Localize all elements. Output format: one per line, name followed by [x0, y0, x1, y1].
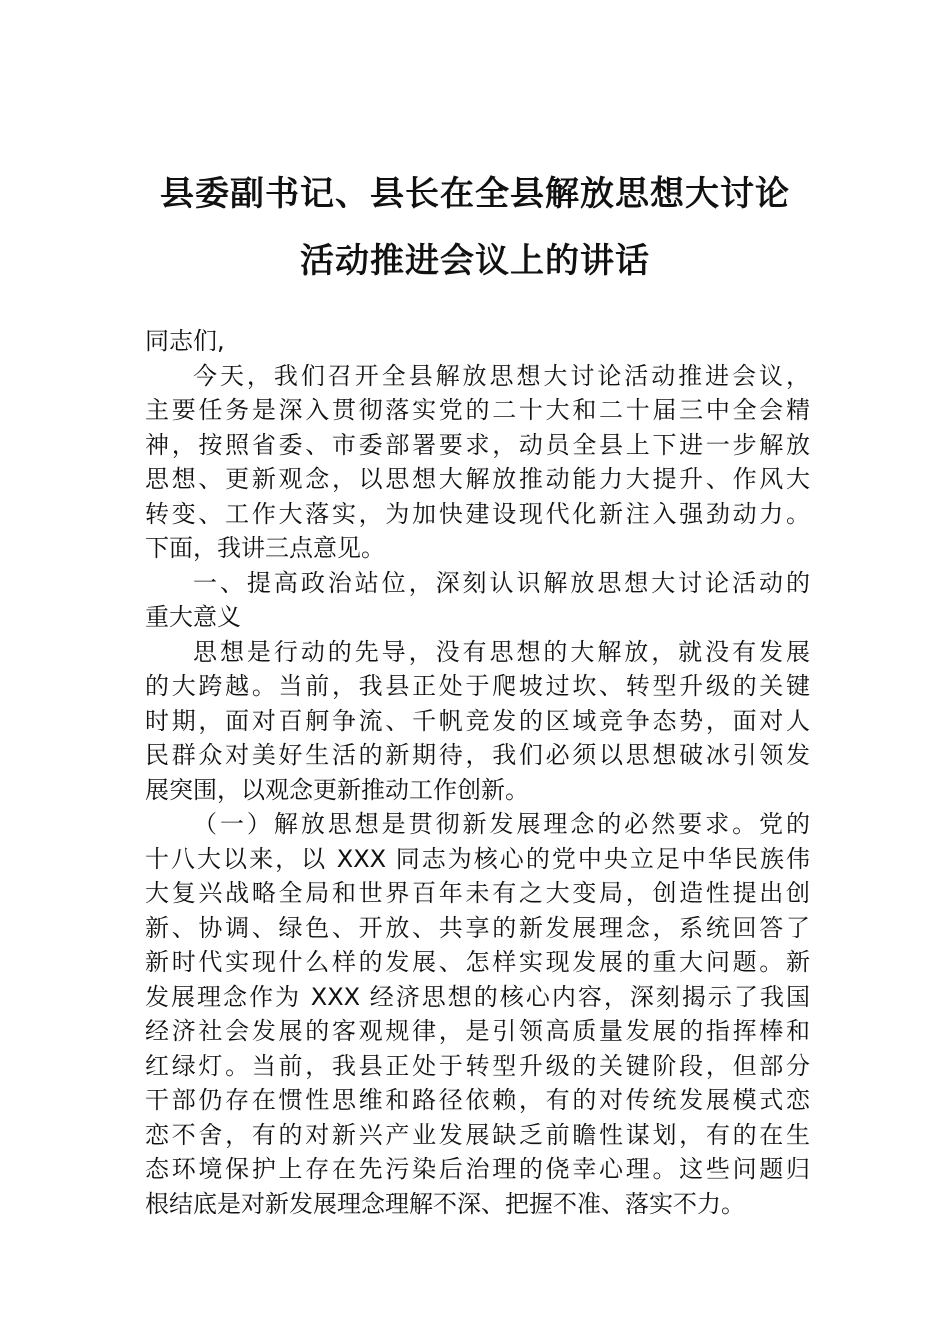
body-line: 民群众对美好生活的新期待，我们必须以思想破冰引领发 — [145, 741, 810, 769]
body-line: 展突围，以观念更新推动工作创新。 — [145, 775, 529, 804]
subsection-heading-1: （一）解放思想是贯彻新发展理念的必然要求。党的 — [193, 810, 810, 838]
body-line: 今天，我们召开全县解放思想大讨论活动推进会议， — [193, 361, 810, 390]
body-line: 十八大以来，以 XXX 同志为核心的党中央立足中华民族伟 — [145, 844, 810, 873]
body-line: 发展理念作为 XXX 经济思想的核心内容，深刻揭示了我国 — [145, 982, 810, 1011]
document-title-line-2: 活动推进会议上的讲话 — [300, 241, 650, 281]
body-line: 主要任务是深入贯彻落实党的二十大和二十届三中全会精 — [145, 396, 810, 424]
body-line: 新、协调、绿色、开放、共享的新发展理念，系统回答了 — [145, 913, 810, 942]
document-body — [145, 324, 810, 1221]
body-line: 经济社会发展的客观规律，是引领高质量发展的指挥棒和 — [145, 1017, 810, 1045]
body-line: 神，按照省委、市委部署要求，动员全县上下进一步解放 — [145, 430, 810, 459]
body-line: 红绿灯。当前，我县正处于转型升级的关键阶段，但部分 — [145, 1051, 810, 1080]
body-line: 时期，面对百舸争流、千帆竞发的区域竞争态势，面对人 — [145, 706, 810, 735]
document-title-line-1: 县委副书记、县长在全县解放思想大讨论 — [160, 174, 790, 214]
body-line: 的大跨越。当前，我县正处于爬坡过坎、转型升级的关键 — [145, 672, 810, 700]
body-line: 转变、工作大落实，为加快建设现代化新注入强劲动力。 — [145, 499, 810, 528]
body-line: 干部仍存在惯性思维和路径依赖，有的对传统发展模式恋 — [145, 1086, 810, 1114]
body-line: 下面，我讲三点意见。 — [145, 534, 385, 562]
section-heading-1-cont: 重大意义 — [145, 603, 241, 631]
body-line: 大复兴战略全局和世界百年未有之大变局，创造性提出创 — [145, 879, 810, 907]
body-line: 新时代实现什么样的发展、怎样实现发展的重大问题。新 — [145, 948, 810, 976]
salutation: 同志们, — [145, 327, 225, 355]
body-line: 根结底是对新发展理念理解不深、把握不准、落实不力。 — [145, 1189, 745, 1218]
body-line: 思想是行动的先导，没有思想的大解放，就没有发展 — [193, 637, 810, 666]
section-heading-1: 一、提高政治站位，深刻认识解放思想大讨论活动的 — [193, 568, 810, 597]
body-line: 态环境保护上存在先污染后治理的侥幸心理。这些问题归 — [145, 1155, 810, 1183]
body-line: 思想、更新观念，以思想大解放推动能力大提升、作风大 — [145, 465, 810, 493]
body-line: 恋不舍，有的对新兴产业发展缺乏前瞻性谋划，有的在生 — [145, 1120, 810, 1149]
